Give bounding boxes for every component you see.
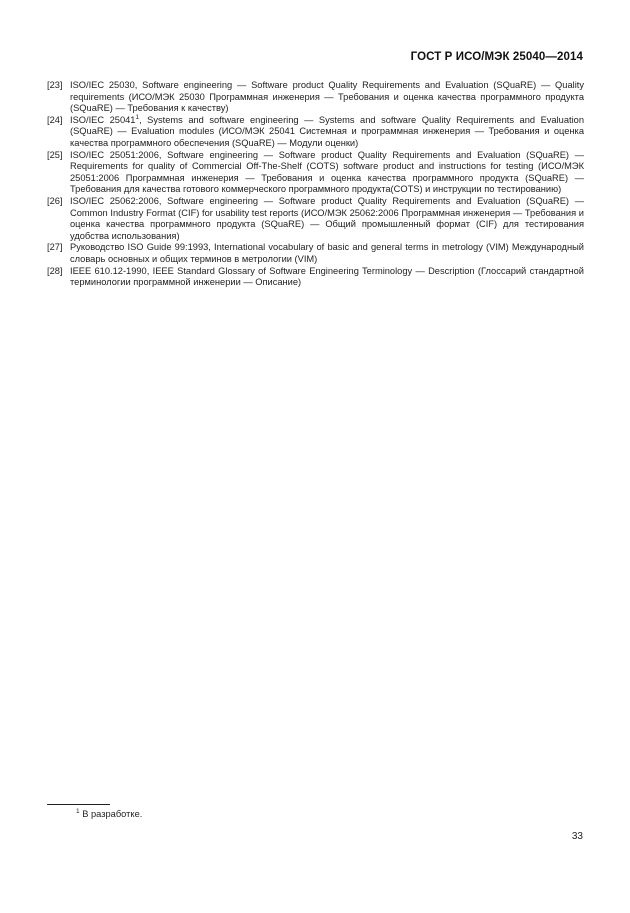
footnote (76, 809, 142, 819)
reference-number: [23] (47, 80, 63, 90)
bibliography-entry (47, 150, 584, 196)
reference-text: ISO/IEC 25062:2006, Software engineering — Software product Quality Requirements and Evaluation (SQuaRE) — Common Industry Format (CIF) for usability test reports (ИСО/МЭК 25062:2006 Программная инженерия — Требования и оценка качества программного продукта (SQuaRE) — Общий промышленный формат (CIF) для тестирования удобства использования) (70, 195, 584, 241)
bibliography-entry (47, 115, 584, 150)
reference-number: [24] (47, 114, 63, 125)
reference-text: ISO/IEC 25051:2006, Software engineering — Software product Quality Requirements and Evaluation (SQuaRE) — Requirements for quality of Commercial Off-The-Shelf (COTS) software product and instructions for testing (ИСО/МЭК 25051:2006 Программная инженерия — Требования и оценка качества программного продукта (SQuaRE) — Требования для качества готового коммерческого программного продукта(COTS) и инструкции по тестированию) (70, 149, 584, 195)
bibliography-entry (47, 196, 584, 242)
footnote-marker: 1 (135, 113, 140, 121)
footnote-divider (47, 804, 110, 805)
bibliography-entry (47, 80, 584, 115)
reference-text (70, 115, 584, 150)
reference-text: Руководство ISO Guide 99:1993, International vocabulary of basic and general terms in metrology (VIM) Международный словарь основных и общих терминов в метрологии (VIM) (70, 242, 584, 264)
reference-text-start: ISO/IEC 25041 (70, 114, 136, 125)
footnote-text: В разработке. (82, 809, 143, 819)
document-header: ГОСТ Р ИСО/МЭК 25040—2014 (410, 51, 583, 63)
reference-number: [25] (47, 149, 63, 160)
reference-text-end: , Systems and software engineering — Systems and software Quality Requirements and Evaluation (SQuaRE) — Evaluation modules (ИСО/МЭК 25041 Системная и программная инженерия — Требования и оценка качества программного обеспечения (SQuaRE) — Модули оценки) (70, 114, 584, 148)
bibliography-list (47, 80, 584, 289)
reference-text: IEEE 610.12-1990, IEEE Standard Glossary of Software Engineering Terminology — Description (Глоссарий стандартной терминологии программной инженерии — Описание) (70, 265, 584, 288)
reference-text: ISO/IEC 25030, Software engineering — Software product Quality Requirements and Evaluation (SQuaRE) — Quality requirements (ИСО/МЭК 25030 Программная инженерия — Требования и оценка качества программного продукта (SQuaRE) — Требования к качеству) (70, 80, 584, 114)
reference-number: [26] (47, 195, 63, 206)
bibliography-entry (47, 242, 584, 265)
reference-number: [28] (47, 265, 63, 276)
footnote-marker: 1 (76, 808, 80, 815)
bibliography-entry (47, 266, 584, 289)
page-number: 33 (571, 831, 583, 842)
reference-number: [27] (47, 242, 63, 253)
